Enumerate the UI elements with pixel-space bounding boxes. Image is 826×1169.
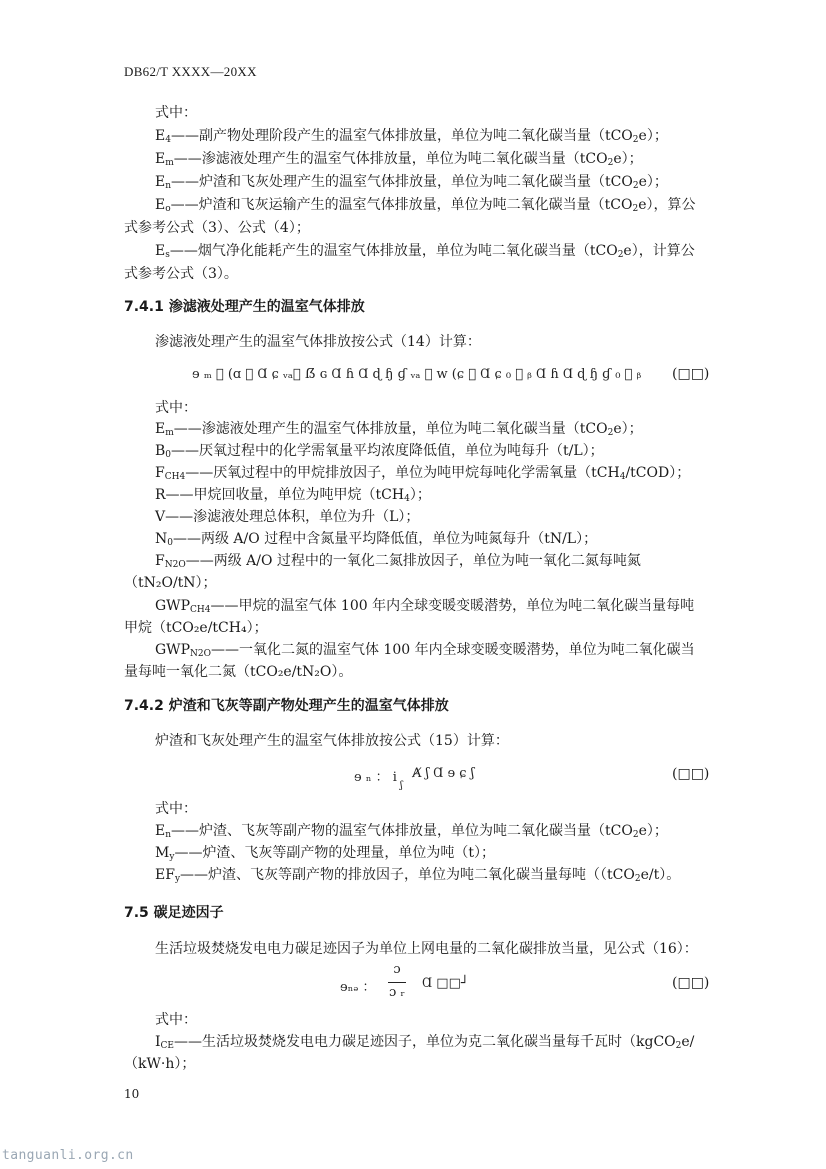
def-em: $E_m——$渗滤液处理产生的温室气体排放量，单位为吨二氧化碳当量（tCO$_2$e）； (155, 151, 643, 168)
formula-16-fraction-bar (388, 982, 406, 983)
formula-15-right: Ⱥ ʃ Ɑ ɘ ɕ ʃ (412, 766, 475, 781)
formula-15-sum-index: ʃ (400, 780, 403, 791)
section-title-741: 7.4.1 渗滤液处理产生的温室气体排放 (124, 299, 365, 315)
def-r: R——甲烷回收量，单位为吨甲烷（tCH$_4$）； (155, 487, 431, 504)
def-v: V——渗滤液处理总体积，单位为升（L）； (155, 509, 420, 525)
def-n0: $N_0——$两级 A/O 过程中含氮量平均降低值，单位为吨氮每升（tN/L）； (155, 531, 598, 548)
def-e4: $E_4——$副产物处理阶段产生的温室气体排放量，单位为吨二氧化碳当量（tCO$_2$e）； (155, 128, 668, 145)
shizhong-label: 式中： (155, 400, 197, 416)
def-en: $E_n——$炉渣和飞灰处理产生的温室气体排放量，单位为吨二氧化碳当量（tCO$_2$e）； (155, 174, 668, 191)
def-es-cont: 式参考公式（3）。 (124, 266, 238, 282)
section-lead-75: 生活垃圾焚烧发电电力碳足迹因子为单位上网电量的二氧化碳排放当量，见公式（16）： (155, 941, 698, 957)
def-eo: $E_o——$炉渣和飞灰运输产生的温室气体排放量，单位为吨二氧化碳当量（tCO$_2$e），算公 (155, 197, 696, 214)
standard-code: DB62/T XXXX—20XX (124, 64, 257, 79)
section-title-75: 7.5 碳足迹因子 (124, 905, 224, 921)
formula-15-left: ɘ ₙ ： i (354, 770, 397, 785)
formula-16-denominator: ɔ ᵣ (389, 985, 405, 1000)
def-gwp-n2o-cont: 量每吨一氧化二氮（tCO₂e/tN₂O）。 (124, 664, 353, 680)
def-gwp-ch4-cont: 甲烷（tCO₂e/tCH₄）； (124, 620, 268, 636)
def-es: $E_s——$烟气净化能耗产生的温室气体排放量，单位为吨二氧化碳当量（tCO$_2$e），计算公 (155, 243, 695, 260)
formula-16-left: ɘₙₔ ： (340, 980, 376, 995)
def-ice-cont: （kW·h）； (124, 1056, 196, 1072)
def-b0: $B_0——$厌氧过程中的化学需氧量平均浓度降低值，单位为吨每升（t/L）； (155, 443, 604, 460)
shizhong-label: 式中： (155, 801, 197, 817)
def-fn2o-cont: （tN₂O/tN）； (124, 575, 217, 591)
page-number: 10 (124, 1087, 140, 1101)
def-en-742: $E_n——$炉渣、飞灰等副产物的温室气体排放量，单位为吨二氧化碳当量（tCO$_2$e）； (155, 823, 668, 840)
def-efy: $EF_y——$炉渣、飞灰等副产物的排放因子，单位为吨二氧化碳当量每吨（（tCO$_2$e/t）。 (155, 867, 681, 884)
def-fch4: $F_{CH4}——$厌氧过程中的甲烷排放因子，单位为吨甲烷每吨化学需氧量（tCH$_4$/tCOD）； (155, 465, 691, 482)
def-gwp-ch4: $GWP_{CH4}——$甲烷的温室气体 100 年内全球变暖变暖潜势，单位为吨二氧化碳当量每吨 (155, 598, 695, 615)
def-fn2o: $F_{N2O}——$两级 A/O 过程中的一氧化二氮排放因子，单位为吨一氧化二氮每吨氮 (155, 553, 641, 570)
formula-16-right: Ɑ □□┘ (422, 976, 469, 991)
shizhong-label: 式中： (155, 105, 197, 121)
equation-number-14: (□□) (672, 366, 710, 382)
shizhong-label: 式中： (155, 1012, 197, 1028)
watermark: tanguanli.org.cn (2, 1148, 134, 1163)
section-lead-741: 渗滤液处理产生的温室气体排放按公式（14）计算： (155, 334, 481, 350)
formula-14: ɘ ₘ ： (ɑ ⃞ Ɑ ɕ ᵥₐ⃞ ẞ ɢ Ɑ ɦ Ɑ ɖ ɧ ɠ ᵥₐ ⃞ w (ɕ ⃞ Ɑ ɕ ₀ ⃞ ᵦ Ɑ ɦ Ɑ ɖ ɧ ɠ ₀ ⃞ ᵦ (192, 367, 642, 382)
def-em-741: $E_m——$渗滤液处理产生的温室气体排放量，单位为吨二氧化碳当量（tCO$_2$e）； (155, 421, 643, 438)
equation-number-16: (□□) (672, 975, 710, 991)
section-title-742: 7.4.2 炉渣和飞灰等副产物处理产生的温室气体排放 (124, 698, 449, 714)
def-gwp-n2o: $GWP_{N2O}——$一氧化二氮的温室气体 100 年内全球变暖变暖潜势，单位为吨二氧化碳当 (155, 642, 695, 659)
def-ice: $I_{CE}——$生活垃圾焚烧发电电力碳足迹因子，单位为克二氧化碳当量每千瓦时（kgCO$_2$e/ (155, 1034, 695, 1051)
equation-number-15: (□□) (672, 766, 710, 782)
def-my: $M_y——$炉渣、飞灰等副产物的处理量，单位为吨（t）； (155, 845, 496, 862)
def-eo-cont: 式参考公式（3）、公式（4）； (124, 220, 310, 236)
section-lead-742: 炉渣和飞灰处理产生的温室气体排放按公式（15）计算： (155, 733, 509, 749)
formula-16-numerator: ɔ (393, 962, 401, 977)
